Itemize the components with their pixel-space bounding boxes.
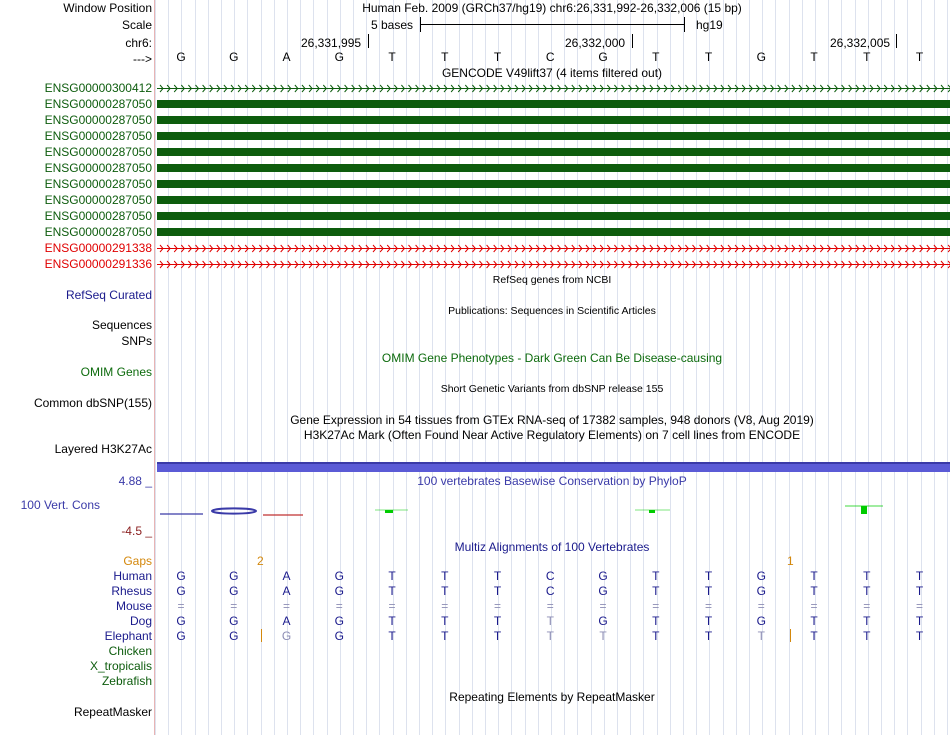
alignment-base: G	[229, 584, 239, 598]
grid-line	[696, 0, 697, 735]
phylop-signal-plot	[155, 495, 950, 525]
alignment-base: T	[810, 629, 818, 643]
dna-base: T	[652, 50, 660, 64]
alignment-base: T	[441, 584, 449, 598]
grid-line	[577, 0, 578, 735]
alignment-base: T	[652, 584, 660, 598]
alignment-base: T	[652, 629, 660, 643]
dna-base: T	[388, 50, 396, 64]
grid-line	[617, 0, 618, 735]
alignment-base: T	[493, 569, 502, 583]
alignment-base: T	[441, 629, 449, 643]
gencode-transcript-bar[interactable]	[157, 164, 950, 172]
grid-line	[775, 0, 776, 735]
grid-line	[841, 0, 842, 735]
alignment-base: =	[652, 599, 660, 613]
alignment-base: =	[441, 599, 449, 613]
scale-text: 5 bases	[371, 18, 414, 32]
gencode-intron-line[interactable]	[157, 260, 950, 269]
alignment-base: T	[915, 584, 924, 598]
alignment-base: T	[388, 569, 396, 583]
gencode-item-label[interactable]: ENSG00000287050	[44, 177, 152, 191]
alignment-base: =	[282, 599, 290, 613]
alignment-base: G	[334, 629, 344, 643]
alignment-base: =	[230, 599, 238, 613]
gencode-transcript-bar[interactable]	[157, 228, 950, 236]
grid-line	[736, 0, 737, 735]
alignment-base: T	[493, 584, 502, 598]
grid-line	[472, 0, 473, 735]
dna-base: T	[863, 50, 871, 64]
gencode-item-label[interactable]: ENSG00000291336	[44, 257, 152, 271]
alignment-base: C	[545, 584, 555, 598]
dna-base: T	[915, 50, 924, 64]
gencode-item-label[interactable]: ENSG00000287050	[44, 209, 152, 223]
grid-line	[485, 0, 486, 735]
species-label-x_tropicalis[interactable]: X_tropicalis	[89, 659, 152, 673]
assembly-label: hg19	[696, 18, 723, 32]
alignment-base: T	[704, 569, 713, 583]
grid-line	[221, 0, 222, 735]
grid-line	[261, 0, 262, 735]
scale-bar	[420, 17, 685, 32]
grid-line	[670, 0, 671, 735]
label-omim-genes[interactable]: OMIM Genes	[80, 365, 152, 379]
gencode-item-label[interactable]: ENSG00000300412	[44, 81, 152, 95]
grid-line	[749, 0, 750, 735]
alignment-base: =	[388, 599, 396, 613]
grid-line	[300, 0, 301, 735]
gencode-track-title[interactable]: GENCODE V49lift37 (4 items filtered out)	[441, 66, 663, 80]
label-snps[interactable]: SNPs	[121, 334, 152, 348]
label-chromosome[interactable]: chr6:	[125, 36, 152, 50]
alignment-base: T	[388, 629, 396, 643]
alignment-base: G	[176, 614, 186, 628]
grid-line	[591, 0, 592, 735]
alignment-base: T	[704, 584, 713, 598]
alignment-base: T	[652, 569, 660, 583]
gencode-item-label[interactable]: ENSG00000287050	[44, 161, 152, 175]
label-layered-h3k27ac[interactable]: Layered H3K27Ac	[54, 442, 152, 456]
alignment-base: G	[334, 614, 344, 628]
coord-label-1: 26,331,995	[301, 36, 362, 50]
alignment-base: T	[915, 569, 924, 583]
alignment-base: G	[598, 584, 608, 598]
gencode-transcript-bar[interactable]	[157, 196, 950, 204]
label-gaps[interactable]: Gaps	[123, 554, 152, 568]
alignment-base: G	[229, 569, 239, 583]
alignment-base: G	[281, 629, 292, 643]
coord-label-2: 26,332,000	[565, 36, 626, 50]
grid-line	[155, 0, 156, 735]
alignment-base: T	[704, 614, 713, 628]
alignment-base: T	[546, 614, 554, 628]
gencode-item-label[interactable]: ENSG00000291338	[44, 241, 152, 255]
alignment-base: =	[546, 599, 554, 613]
alignment-base: G	[176, 584, 186, 598]
h3k27ac-signal-bar	[157, 462, 950, 472]
dna-base: G	[334, 50, 344, 64]
alignment-base: =	[915, 599, 923, 613]
alignment-base: T	[915, 614, 924, 628]
alignment-base: T	[810, 584, 818, 598]
dna-base: A	[282, 50, 291, 64]
phylop-axis-max: 4.88 _	[118, 474, 152, 488]
grid-line	[195, 0, 196, 735]
alignment-base: G	[756, 584, 766, 598]
alignment-base: G	[756, 614, 766, 628]
label-sequences[interactable]: Sequences	[91, 318, 152, 332]
grid-line	[538, 0, 539, 735]
alignment-base: G	[598, 569, 608, 583]
gencode-transcript-bar[interactable]	[157, 116, 950, 124]
sidebar-divider	[154, 0, 155, 735]
species-label-mouse[interactable]: Mouse	[115, 599, 152, 613]
alignment-base: =	[757, 599, 765, 613]
grid-line	[353, 0, 354, 735]
gencode-transcript-bar[interactable]	[157, 100, 950, 108]
grid-line	[947, 0, 948, 735]
dna-base: G	[756, 50, 766, 64]
multiz-track-title[interactable]: Multiz Alignments of 100 Vertebrates	[454, 540, 650, 554]
alignment-base: C	[545, 569, 555, 583]
species-label-chicken[interactable]: Chicken	[108, 644, 152, 658]
dna-base: T	[493, 50, 502, 64]
alignment-base: T	[493, 614, 502, 628]
gencode-item-label[interactable]: ENSG00000287050	[44, 113, 152, 127]
alignment-base: A	[282, 614, 291, 628]
grid-line	[247, 0, 248, 735]
label-strand-arrow[interactable]: --->	[133, 52, 152, 66]
grid-line	[564, 0, 565, 735]
grid-line	[828, 0, 829, 735]
label-100-vert-cons[interactable]: 100 Vert. Cons	[20, 498, 100, 512]
alignment-base: T	[863, 569, 871, 583]
gencode-transcript-bar[interactable]	[157, 212, 950, 220]
label-common-dbsnp[interactable]: Common dbSNP(155)	[33, 396, 152, 410]
alignment-base: T	[441, 569, 449, 583]
alignment-base: T	[599, 629, 607, 643]
phylop-track-title[interactable]: 100 vertebrates Basewise Conservation by PhyloP	[417, 474, 687, 488]
grid-line	[419, 0, 420, 735]
alignment-base: =	[177, 599, 185, 613]
grid-line	[313, 0, 314, 735]
alignment-base: A	[282, 569, 291, 583]
grid-line	[630, 0, 631, 735]
grid-line	[934, 0, 935, 735]
phylop-axis-min: -4.5 _	[121, 524, 152, 538]
grid-line	[855, 0, 856, 735]
species-label-rhesus[interactable]: Rhesus	[111, 584, 152, 598]
gencode-transcript-bar[interactable]	[157, 180, 950, 188]
omim-track-title[interactable]: OMIM Gene Phenotypes - Dark Green Can Be Disease-causing	[381, 351, 723, 365]
alignment-base: T	[546, 629, 554, 643]
species-label-zebrafish[interactable]: Zebrafish	[101, 674, 152, 688]
position-title: Human Feb. 2009 (GRCh37/hg19) chr6:26,331,992-26,332,006 (15 bp)	[362, 1, 742, 15]
coord-tick-2	[632, 34, 633, 48]
label-refseq-curated[interactable]: RefSeq Curated	[65, 288, 152, 302]
alignment-base: T	[652, 614, 660, 628]
species-label-dog[interactable]: Dog	[129, 614, 152, 628]
alignment-base: =	[863, 599, 871, 613]
h3k27ac-track-title[interactable]: H3K27Ac Mark (Often Found Near Active Regulatory Elements) on 7 cell lines from ENCODE	[303, 428, 801, 442]
dbsnp-track-title[interactable]: Short Genetic Variants from dbSNP release 155	[440, 383, 664, 395]
alignment-base: T	[810, 569, 818, 583]
alignment-base: T	[388, 584, 396, 598]
coord-tick-3	[896, 34, 897, 48]
gencode-item-label[interactable]: ENSG00000287050	[44, 97, 152, 111]
refseq-track-title[interactable]: RefSeq genes from NCBI	[492, 274, 612, 286]
alignment-base: T	[863, 629, 871, 643]
publications-track-title[interactable]: Publications: Sequences in Scientific Articles	[448, 305, 656, 317]
species-label-elephant[interactable]: Elephant	[104, 629, 152, 643]
elephant-insert-mark-2	[790, 629, 791, 642]
alignment-base: G	[334, 569, 344, 583]
label-window-position[interactable]: Window Position	[63, 1, 152, 15]
alignment-base: G	[229, 629, 239, 643]
grid-line	[511, 0, 512, 735]
coord-tick-1	[368, 34, 369, 48]
alignment-base: A	[282, 584, 291, 598]
gencode-transcript-bar[interactable]	[157, 132, 950, 140]
grid-line	[723, 0, 724, 735]
dna-base: G	[598, 50, 608, 64]
alignment-base: T	[493, 629, 502, 643]
grid-line	[168, 0, 169, 735]
grid-line	[802, 0, 803, 735]
grid-line	[789, 0, 790, 735]
grid-line	[881, 0, 882, 735]
alignment-base: T	[757, 629, 765, 643]
alignment-base: G	[229, 614, 239, 628]
label-repeatmasker[interactable]: RepeatMasker	[73, 705, 152, 719]
label-scale[interactable]: Scale	[121, 18, 152, 32]
grid-line	[366, 0, 367, 735]
grid-line	[379, 0, 380, 735]
grid-line	[643, 0, 644, 735]
gap-count-2: 1	[787, 554, 794, 568]
gap-count-1: 2	[257, 554, 264, 568]
dna-base: T	[810, 50, 818, 64]
elephant-insert-mark-1	[261, 629, 262, 642]
alignment-base: T	[863, 614, 871, 628]
alignment-base: =	[810, 599, 818, 613]
alignment-base: G	[334, 584, 344, 598]
alignment-base: T	[441, 614, 449, 628]
alignment-base: G	[176, 569, 186, 583]
grid-line	[208, 0, 209, 735]
dna-base: T	[441, 50, 449, 64]
dna-base: T	[704, 50, 713, 64]
gencode-transcript-bar[interactable]	[157, 148, 950, 156]
alignment-base: =	[335, 599, 343, 613]
grid-line	[406, 0, 407, 735]
grid-line	[525, 0, 526, 735]
alignment-base: =	[704, 599, 712, 613]
dna-base: G	[229, 50, 239, 64]
alignment-base: =	[493, 599, 501, 613]
dna-base: C	[545, 50, 555, 64]
species-label-human[interactable]: Human	[113, 569, 152, 583]
grid-line	[894, 0, 895, 735]
gencode-item-label[interactable]: ENSG00000287050	[44, 145, 152, 159]
gencode-item-label[interactable]: ENSG00000287050	[44, 129, 152, 143]
alignment-base: T	[388, 614, 396, 628]
gencode-intron-line[interactable]	[157, 84, 950, 93]
grid-line	[274, 0, 275, 735]
alignment-base: T	[810, 614, 818, 628]
repeatmasker-track-title[interactable]: Repeating Elements by RepeatMasker	[449, 690, 655, 704]
gencode-item-label[interactable]: ENSG00000287050	[44, 225, 152, 239]
grid-line	[683, 0, 684, 735]
grid-line	[459, 0, 460, 735]
alignment-base: G	[176, 629, 186, 643]
grid-line	[327, 0, 328, 735]
coord-label-3: 26,332,005	[830, 36, 891, 50]
gencode-item-label[interactable]: ENSG00000287050	[44, 193, 152, 207]
dna-base: G	[176, 50, 186, 64]
alignment-base: =	[599, 599, 607, 613]
grid-line	[432, 0, 433, 735]
gtex-track-title[interactable]: Gene Expression in 54 tissues from GTEx RNA-seq of 17382 samples, 948 donors (V8, Aug 2019)	[290, 413, 814, 427]
alignment-base: G	[756, 569, 766, 583]
gencode-intron-line[interactable]	[157, 244, 950, 253]
alignment-base: T	[915, 629, 924, 643]
alignment-base: T	[704, 629, 713, 643]
alignment-base: G	[598, 614, 608, 628]
grid-line	[907, 0, 908, 735]
alignment-base: T	[863, 584, 871, 598]
